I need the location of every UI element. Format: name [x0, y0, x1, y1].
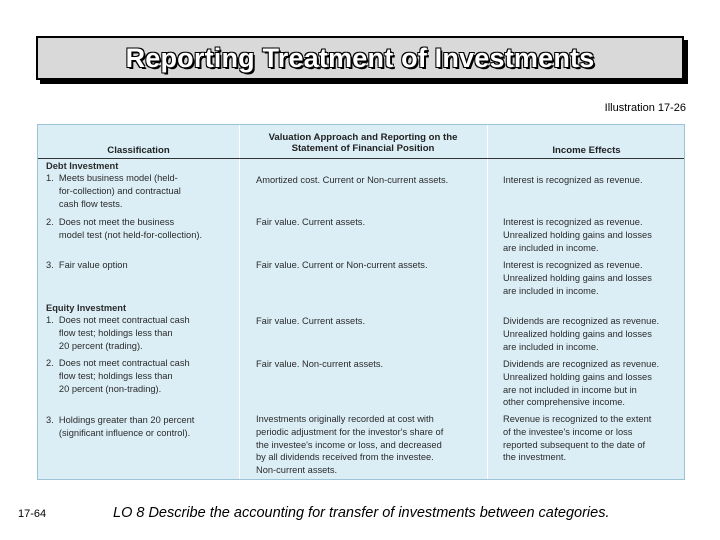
debt-row-1-income: Interest is recognized as revenue.	[503, 175, 643, 185]
debt-row-3-valuation: Fair value. Current or Non-current assets.	[256, 260, 428, 270]
header-valuation-line1: Valuation Approach and Reporting on the	[268, 132, 458, 143]
equity-row-2-classification: 2. Does not meet contractual cash flow test; holdings less than 20 percent (non-trading).	[46, 358, 190, 394]
equity-row-2-valuation: Fair value. Non-current assets.	[256, 359, 384, 369]
equity-row-3-income: Revenue is recognized to the extent of the investee's income or loss reported subsequent to the date of the investment.	[503, 414, 652, 463]
section-equity-investment: Equity Investment	[46, 303, 127, 313]
equity-row-1-income: Dividends are recognized as revenue. Unrealized holding gains and losses are included in income.	[503, 316, 660, 352]
header-valuation	[239, 132, 487, 154]
investment-table	[37, 124, 685, 480]
debt-row-1-classification: 1. Meets business model (held- for-collection) and contractual cash flow tests.	[46, 173, 181, 209]
section-debt-investment: Debt Investment	[46, 161, 119, 171]
header-valuation-line2: Statement of Financial Position	[291, 143, 435, 154]
debt-row-2-income: Interest is recognized as revenue. Unrealized holding gains and losses are included in income.	[503, 217, 652, 253]
illustration-label: Illustration 17-26	[604, 102, 686, 114]
equity-row-2-income: Dividends are recognized as revenue. Unrealized holding gains and losses are not included in income but in other comprehensive income.	[503, 359, 660, 408]
equity-row-3-valuation: Investments originally recorded at cost with periodic adjustment for the investor's share of the investee's income or loss, and decreased by all dividends received from the investee. Non-current assets.	[256, 414, 444, 476]
learning-objective: LO 8 Describe the accounting for transfer of investments between categories.	[113, 505, 610, 521]
header-income: Income Effects	[552, 145, 621, 156]
debt-row-1-valuation: Amortized cost. Current or Non-current assets.	[256, 175, 449, 185]
column-divider	[487, 125, 488, 479]
debt-row-3-income: Interest is recognized as revenue. Unrealized holding gains and losses are included in income.	[503, 260, 652, 296]
debt-row-2-valuation: Fair value. Current assets.	[256, 217, 366, 227]
equity-row-3-classification: 3. Holdings greater than 20 percent (significant influence or control).	[46, 415, 195, 438]
equity-row-1-valuation: Fair value. Current assets.	[256, 316, 366, 326]
header-rule	[38, 158, 684, 159]
equity-row-1-classification: 1. Does not meet contractual cash flow test; holdings less than 20 percent (trading).	[46, 315, 190, 351]
slide-title: Reporting Treatment of Investments	[125, 42, 595, 73]
slide-number: 17-64	[18, 508, 47, 520]
debt-row-2-classification: 2. Does not meet the business model test (not held-for-collection).	[46, 217, 203, 240]
column-divider	[239, 125, 240, 479]
debt-row-3-classification: 3. Fair value option	[46, 260, 128, 270]
slide-title-bar	[36, 36, 684, 80]
header-classification: Classification	[107, 145, 170, 156]
